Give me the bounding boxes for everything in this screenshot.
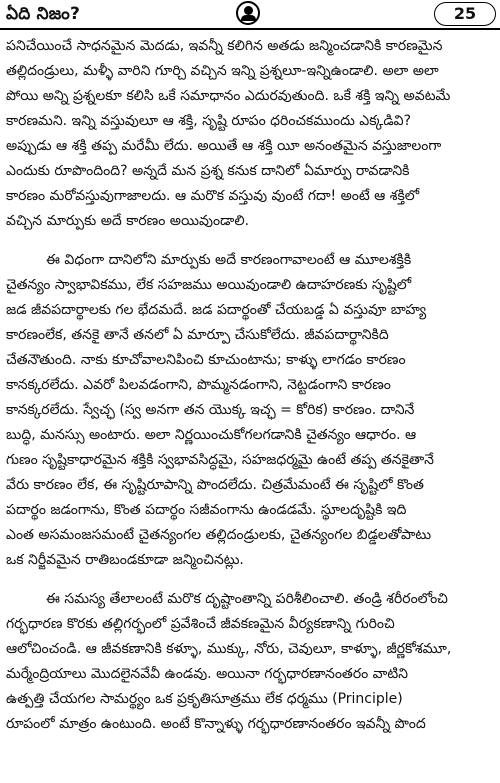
text-line: చైతన్యం స్వాభావికము, లేక సహజము అయివుండాలి ఉదాహరణకు సృష్టిలో xyxy=(6,277,412,293)
text-line: కారణం మరోవస్తువుగాజాలదు. ఆ మరొక వస్తువు వుంటే గదా! అంటే ఆ శక్తిలో xyxy=(6,188,420,204)
text-line: పోయి అన్ని ప్రశ్నలకూ కలిసి ఒకే సమాధానం ఎదురవుతుంది. ఒకే శక్తి ఇన్ని అవటమే xyxy=(6,88,451,104)
text-line: కారణమని. ఇన్ని వస్తువులూ ఆ శక్తి, సృష్టి రూపం ధరించకముందు ఎక్కడివి? xyxy=(6,113,412,129)
text-line: కానక్కరలేదు. ఎవరో పిలవడంగాని, పొమ్మనడంగాని, నెట్టడంగాని కారణం xyxy=(6,377,391,393)
text-line: కానక్కరలేదు. స్వేచ్ఛ (స్వ అనగా తన యొక్క ఇచ్ఛ = కోరిక) కారణం. దానినే xyxy=(6,402,415,418)
paragraph-gap xyxy=(0,234,500,248)
page-number: 25 xyxy=(434,2,496,26)
text-line: వచ్చిన మార్పుకు అదే కారణం అయివుండాలి. xyxy=(6,213,250,229)
paragraph-3 xyxy=(0,587,500,737)
text-line: గర్భధారణ కొరకు తల్లిగర్భంలో ప్రవేశించే జీవకణమైన వీర్యకణాన్ని గురించి xyxy=(6,616,395,632)
text-line: కారణంలేక, తనకై తానే తనలో ఏ మార్పూ చేసుకోలేదు. జీవపదార్థానికిది xyxy=(6,327,389,343)
text-line: మర్మేంద్రియాలు మొదలైనవేవీ ఉండవు. అయినా గర్భధారణానంతరం వాటిని xyxy=(6,666,408,682)
text-line: అప్పుడు ఆ శక్తి తప్ప మరేమీ లేదు. అయితే ఆ శక్తి యీ అనంతమైన వస్తుజాలంగా xyxy=(6,138,442,154)
text-line: రూపంలో మాత్రం ఉంటుంది. అంటే కొన్నాళ్ళు గర్భధారణానంతరం ఇవన్నీ పొంద xyxy=(6,716,426,732)
paragraph-2 xyxy=(0,248,500,573)
author-portrait-icon xyxy=(236,1,260,25)
text-line: ఈ సమస్య తేలాలంటే మరొక దృష్టాంతాన్ని పరిశీలించాలి. తండ్రి శరీరంలోంచి xyxy=(46,591,448,607)
text-line: ఒక నిర్జీవమైన రాతిబండకూడా జన్మించినట్లు. xyxy=(6,552,244,568)
header-rule xyxy=(0,28,500,30)
text-line: పదార్థం జడంగాను, కొంత పదార్థం సజీవంగాను ఉండడమే. స్థూలదృష్టికి ఇది xyxy=(6,502,407,518)
text-line: వేరు కారణం లేక, ఈ సృష్టిరూపాన్ని పొందలేదు. చిత్రమేమంటే ఈ సృష్టిలో కొంత xyxy=(6,477,424,493)
text-line: చేతనౌతుంది. నాకు కూచోవాలనిపించి కూచుంటాను; కాళ్ళు లాగడం కారణం xyxy=(6,352,406,368)
text-line: ఆలోచించండి. ఆ జీవకణానికి కళ్ళూ, ముక్కు, నోరు, చెవులూ, కాళ్ళూ, జీర్ణకోశమూ, xyxy=(6,641,452,657)
text-line: జడ జీవపదార్థాలకు గల భేదమదే. జడ పదార్థంతో చేయబడ్డ ఏ వస్తువూ బాహ్య xyxy=(6,302,427,318)
paragraph-gap xyxy=(0,573,500,587)
text-line: ఈ విధంగా దానిలోని మార్పుకు అదే కారణంగావాలంటే ఆ మూలశక్తికి xyxy=(46,252,412,268)
text-line: గుణం సృష్టికాధారమైన శక్తికి స్వభావసిద్ధమై, సహజధర్మమై ఉంటే తప్ప తనకైతానే xyxy=(6,452,435,468)
text-line: బుద్ధి, మనస్సు అంటారు. అలా నిర్ణయించుకోగలగడానికి చైతన్యం ఆధారం. ఆ xyxy=(6,427,417,443)
page-header xyxy=(0,0,500,30)
text-line: తల్లిదండ్రులు, మళ్ళీ వారిని గూర్చి వచ్చిన ఇన్ని ప్రశ్నలూ-ఇన్నిఉండాలి. అలా అలా xyxy=(6,63,439,79)
text-line: ఉత్పత్తి చేయగల సామర్థ్యం ఒక ప్రకృతిసూత్రము లేక ధర్మము (Principle) xyxy=(6,691,403,707)
paragraph-1 xyxy=(0,34,500,234)
book-title: ఏది నిజం? xyxy=(6,4,81,24)
text-line: ఎంత అసమంజసమంటే చైతన్యంగల తల్లిదండ్రులకు, చైతన్యంగల బిడ్డలతోపాటు xyxy=(6,527,432,543)
text-line: పనిచేయించే సాధనమైన మెదడు, ఇవన్నీ కలిగిన అతడు జన్మించడానికి కారణమైన xyxy=(6,38,443,54)
page-body xyxy=(0,34,500,737)
text-line: ఎందుకు రూపొందింది? అన్నదే మన ప్రశ్న కనుక దానిలో ఏమార్పు రావడానికి xyxy=(6,163,410,179)
